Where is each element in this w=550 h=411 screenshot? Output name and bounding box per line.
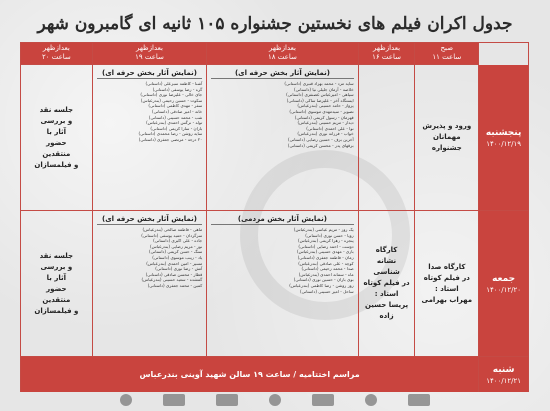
morning-cell: کارگاه صدا در فیلم کوتاه استاد : مهراب بهرامی bbox=[414, 211, 478, 357]
list-item: مسیر - امین احمدی (بندرعباس) bbox=[146, 260, 203, 266]
day-cell: جمعه ۱۴۰۰/۱۲/۲۰ bbox=[478, 211, 528, 357]
film-list bbox=[207, 227, 357, 294]
screening-18-cell: (نمایش آثار بخش حرفه ای) سایه مرد - محمد بهزاد قنبری (داستانی) خلاصه - آرمان جلیلی نیا (داستانی) سیاهی - امیرعباس غضنفری (داستانی) ایستگاه آخر - علیرضا ساکی (داستانی) پرواز - حامد حسینی (بندرعباس) تصویر - سیدمهدی موسوی (داستانی) قهرمان - رسول کریمی (داستانی) دیدار - مریم حسینی (بندرعباس) نوا - علی احمدی (داستانی) خواب - فرزانه نوری (بندرعباس) آخرین برف - حسین رضایی (داستانی) برقهای پدر - محسن کریمی (داستانی) bbox=[206, 65, 357, 211]
list-item: سایه روشن - رضا محمدی (داستانی) bbox=[138, 131, 203, 137]
list-item: تولد - نرگس احمدی (بندرعباس) bbox=[146, 120, 203, 126]
header-col1: صبح ساعت ۱۱ bbox=[414, 43, 478, 65]
list-item: بوی باران - حسین نوری (داستانی) bbox=[293, 277, 354, 283]
list-item: جاده - علی اکبری (داستانی) bbox=[153, 238, 203, 244]
table-row bbox=[21, 211, 528, 357]
schedule-table bbox=[20, 42, 529, 392]
list-item: جای خالی - علیرضا نوری (داستانی) bbox=[140, 92, 203, 98]
list-item: آتش - رضا نوری (داستانی) bbox=[155, 266, 203, 272]
afternoon16-cell: کارگاه نشانه شناسی در فیلم کوتاه استاد : پریسا حسین زاده bbox=[358, 211, 415, 357]
film-list bbox=[93, 81, 207, 143]
header-day bbox=[478, 43, 528, 65]
list-item: آشنا - کاظمه سبزعلی (داستانی) bbox=[145, 81, 203, 86]
list-item: صدا - محمد رحیمی (داستانی) bbox=[301, 266, 354, 272]
list-item: نوا - علی احمدی (داستانی) bbox=[306, 125, 354, 131]
list-item: سنگ - حسن کریمی (داستانی) bbox=[149, 249, 203, 255]
list-item: کوچه - علی صادقی (بندرعباس) bbox=[298, 260, 354, 266]
list-item: رویا - حسن نوری (داستانی) bbox=[305, 232, 354, 238]
afternoon16-cell bbox=[358, 65, 415, 211]
list-item: تصویر - سیدمهدی موسوی (داستانی) bbox=[289, 108, 354, 114]
list-item: سیاهی - امیرعباس غضنفری (داستانی) bbox=[286, 92, 354, 98]
closing-row bbox=[21, 357, 528, 392]
header-col2: بعدازظهر ساعت ۱۶ bbox=[358, 43, 415, 65]
table-header bbox=[21, 43, 528, 65]
screening-19-cell: (نمایش آثار بخش حرفه ای) ماهی - فاطمه صالحی (بندرعباس) سرگردان - حمید یوسفی (داستانی) جاده - علی اکبری (داستانی) نور - مریم رضایی (بندرعباس) سنگ - حسن کریمی (داستانی) یاد - زینب موسوی (داستانی) مسیر - امین احمدی (بندرعباس) آتش - رضا نوری (داستانی) قطار - محسن صادقی (داستانی) گمشده - سعید حسینی (بندرعباس) کمین - محمد جعفری (داستانی) bbox=[92, 211, 207, 357]
screening-19-cell: (نمایش آثار بخش حرفه ای) آشنا - کاظمه سبزعلی (داستانی) گره - رضا یوسفی (داستانی) جای خالی - علیرضا نوری (داستانی) سکوت - حسین رحیمی (بندرعباس) سفر - مهدی کاظمی (داستانی) خانه - امیر صادقی (داستانی) شب - محمد حسینی (داستانی) تولد - نرگس احمدی (بندرعباس) باران - سارا کریمی (داستانی) سایه روشن - رضا محمدی (داستانی) ۲۰ درجه - مرتضی جعفری (داستانی) bbox=[92, 65, 207, 211]
list-item: خانه - امیر صادقی (داستانی) bbox=[151, 108, 203, 114]
list-item: ماهی - فاطمه صالحی (بندرعباس) bbox=[142, 227, 203, 232]
list-item: نور - مریم رضایی (بندرعباس) bbox=[149, 243, 203, 249]
list-item: دوست - احمد رضایی (داستانی) bbox=[298, 243, 354, 249]
sponsor-logo-icon bbox=[365, 394, 377, 406]
list-item: گره - رضا یوسفی (داستانی) bbox=[152, 86, 203, 92]
list-item: شب - محمد حسینی (داستانی) bbox=[148, 114, 203, 120]
list-item: پنجره - زهرا کریمی (بندرعباس) bbox=[298, 238, 354, 244]
list-item: یاد - زینب موسوی (داستانی) bbox=[152, 254, 203, 260]
day-cell: پنجشنبه ۱۴۰۰/۱۲/۱۹ bbox=[478, 65, 528, 211]
list-item: خواب - فرزانه نوری (بندرعباس) bbox=[297, 131, 354, 137]
list-item: گمشده - سعید حسینی (بندرعباس) bbox=[141, 277, 203, 283]
sponsor-logo-icon bbox=[312, 394, 334, 406]
sponsor-logo-icon bbox=[408, 394, 430, 406]
list-item: روز روشن - رضا کاظمی (بندرعباس) bbox=[289, 282, 354, 288]
list-item: خلاصه - آرمان جلیلی نیا (داستانی) bbox=[294, 86, 354, 92]
list-item: زمان - فاطمه جعفری (داستانی) bbox=[297, 254, 354, 260]
closing-ceremony: مراسم اختتامیه / ساعت ۱۹ سالن شهید آوینی بندرعباس bbox=[21, 357, 478, 392]
list-item: باران - سارا کریمی (داستانی) bbox=[150, 125, 203, 131]
list-item: سرگردان - حمید یوسفی (داستانی) bbox=[141, 232, 203, 238]
film-list bbox=[93, 227, 207, 289]
header-col3: بعدازظهر ساعت ۱۸ bbox=[206, 43, 357, 65]
sponsor-logo-icon bbox=[216, 394, 238, 406]
list-item: قهرمان - رسول کریمی (داستانی) bbox=[294, 114, 354, 120]
day-cell: شنبه ۱۴۰۰/۱۲/۲۱ bbox=[478, 357, 528, 392]
list-item: ساحل - امیر حسینی (داستانی) bbox=[299, 288, 354, 294]
critique-cell: جلسه نقد و بررسی آثار با حضور منتقدین و فیلمسازان bbox=[21, 211, 92, 357]
list-item: برقهای پدر - محسن کریمی (داستانی) bbox=[287, 142, 354, 148]
table-row bbox=[21, 65, 528, 211]
page-title: جدول اکران فیلم های نخستین جشنواره ۱۰۵ ثانیه ای گامبرون شهر bbox=[37, 14, 513, 34]
morning-cell: ورود و پذیرش مهمانان جشنواره bbox=[414, 65, 478, 211]
header-col4: بعدازظهر ساعت ۱۹ bbox=[92, 43, 207, 65]
header-col5: بعدازظهر ساعت ۲۰ bbox=[21, 43, 92, 65]
list-item: بازی - مهدی حسینی (بندرعباس) bbox=[297, 249, 354, 255]
sponsor-logo-icon bbox=[269, 394, 281, 406]
sponsor-logos bbox=[120, 394, 430, 406]
list-item: کمین - محمد جعفری (داستانی) bbox=[147, 282, 203, 288]
critique-cell: جلسه نقد و بررسی آثار با حضور منتقدین و فیلمسازان bbox=[21, 65, 92, 211]
sponsor-logo-icon bbox=[120, 394, 132, 406]
list-item: قطار - محسن صادقی (داستانی) bbox=[145, 271, 203, 277]
list-item: سکوت - حسین رحیمی (بندرعباس) bbox=[140, 97, 203, 103]
sponsor-logo-icon bbox=[163, 394, 185, 406]
list-item: پرواز - حامد حسینی (بندرعباس) bbox=[297, 103, 354, 109]
film-list bbox=[207, 81, 357, 148]
list-item: ماه - سمانه احمدی (بندرعباس) bbox=[298, 271, 354, 277]
list-item: سفر - مهدی کاظمی (داستانی) bbox=[148, 103, 203, 109]
list-item: ۲۰ درجه - مرتضی جعفری (داستانی) bbox=[138, 136, 203, 142]
list-item: سایه مرد - محمد بهزاد قنبری (داستانی) bbox=[284, 81, 354, 86]
screening-18-cell: (نمایش آثار بخش مردمی) یک روز - مریم عباسی (بندرعباس) رویا - حسن نوری (داستانی) پنجره - زهرا کریمی (بندرعباس) دوست - احمد رضایی (داستانی) بازی - مهدی حسینی (بندرعباس) زمان - فاطمه جعفری (داستانی) کوچه - علی صادقی (بندرعباس) صدا - محمد رحیمی (داستانی) ماه - سمانه احمدی (بندرعباس) بوی باران - حسین نوری (داستانی) روز روشن - رضا کاظمی (بندرعباس) ساحل - امیر حسینی (داستانی) bbox=[206, 211, 357, 357]
list-item: دیدار - مریم حسینی (بندرعباس) bbox=[297, 120, 354, 126]
list-item: یک روز - مریم عباسی (بندرعباس) bbox=[293, 227, 354, 232]
list-item: آخرین برف - حسین رضایی (داستانی) bbox=[287, 136, 354, 142]
list-item: ایستگاه آخر - علیرضا ساکی (داستانی) bbox=[286, 97, 354, 103]
